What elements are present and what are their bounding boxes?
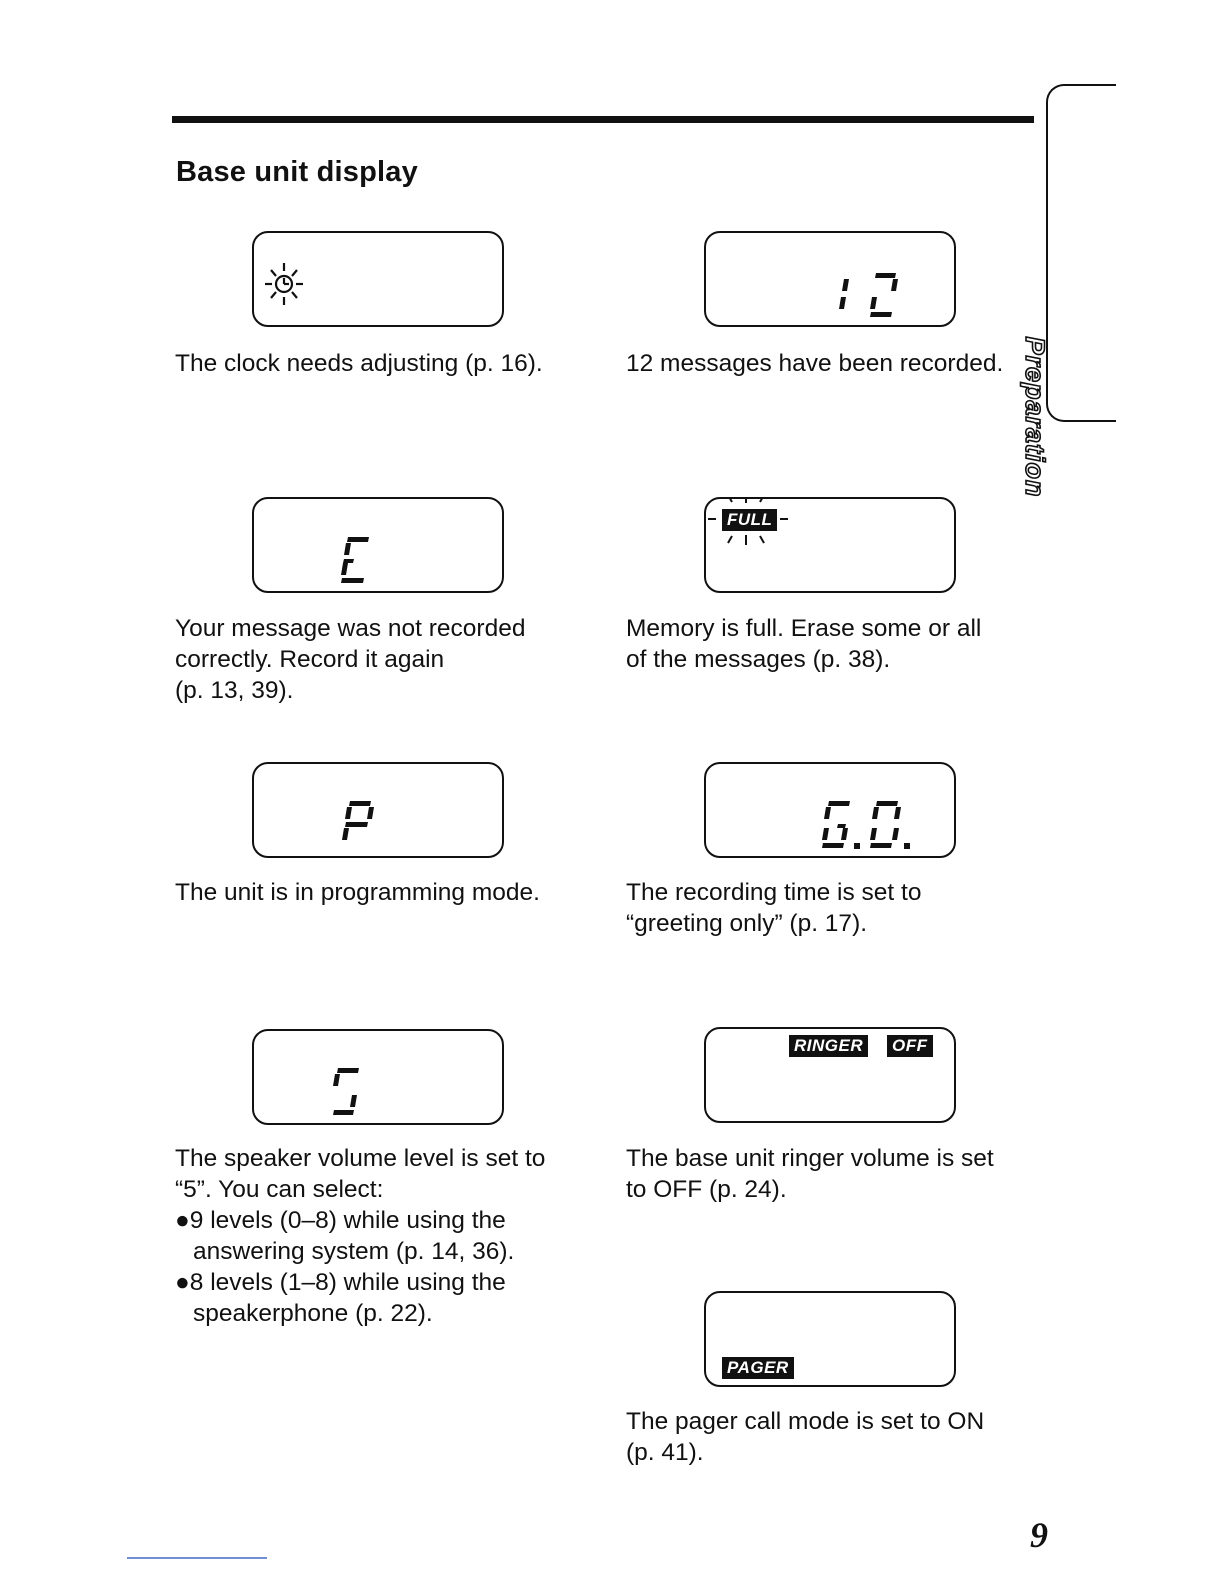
lcd-programming xyxy=(252,762,504,858)
off-badge: OFF xyxy=(887,1035,933,1057)
caption-line: Your message was not recorded xyxy=(175,615,526,642)
caption-line: (p. 41). xyxy=(626,1439,704,1466)
caption-line: (p. 13, 39). xyxy=(175,677,294,704)
caption-message-count xyxy=(626,348,1003,379)
letter-p-icon xyxy=(254,764,506,860)
top-rule xyxy=(172,116,1034,123)
caption-greeting-only xyxy=(626,877,921,939)
digits-12-icon xyxy=(706,233,958,329)
letter-e-icon xyxy=(254,499,506,595)
lcd-error xyxy=(252,497,504,593)
lcd-ringer-off xyxy=(704,1027,956,1123)
caption-error xyxy=(175,613,525,706)
caption-line: of the messages (p. 38). xyxy=(626,646,891,673)
caption-line: The speaker volume level is set to xyxy=(175,1145,546,1172)
caption-line: correctly. Record it again xyxy=(175,646,445,673)
caption-line: “5”. You can select: xyxy=(175,1176,384,1203)
page-number: 9 xyxy=(1030,1515,1048,1555)
lcd-greeting-only xyxy=(704,762,956,858)
lcd-message-count xyxy=(704,231,956,327)
lcd-memory-full xyxy=(704,497,956,593)
lcd-pager xyxy=(704,1291,956,1387)
caption-ringer-off xyxy=(626,1143,994,1205)
full-badge: FULL xyxy=(722,509,777,531)
caption-memory-full xyxy=(626,613,981,675)
digit-5-icon xyxy=(254,1031,506,1127)
caption-line: The pager call mode is set to ON xyxy=(626,1408,985,1435)
bullet-item: ●9 levels (0–8) while using the answering system (p. 14, 36). xyxy=(175,1207,515,1265)
lcd-speaker-volume xyxy=(252,1029,504,1125)
ringer-badge: RINGER xyxy=(789,1035,868,1057)
bullet-item: ●8 levels (1–8) while using the speakerphone (p. 22). xyxy=(175,1269,506,1327)
caption-clock xyxy=(175,348,543,379)
caption-line: The base unit ringer volume is set xyxy=(626,1145,994,1172)
footer-line xyxy=(127,1557,267,1559)
pager-badge: PAGER xyxy=(722,1357,794,1379)
caption-programming xyxy=(175,877,540,908)
lcd-clock xyxy=(252,231,504,327)
caption-speaker-volume xyxy=(175,1143,595,1329)
caption-line: “greeting only” (p. 17). xyxy=(626,910,868,937)
side-tab-label: Preparation xyxy=(1020,336,1050,498)
caption-line: Memory is full. Erase some or all xyxy=(626,615,982,642)
letters-go-icon xyxy=(706,764,958,860)
section-heading: Base unit display xyxy=(176,156,418,188)
caption-pager xyxy=(626,1406,984,1468)
caption-line: 12 messages have been recorded. xyxy=(626,350,1004,377)
caption-line: to OFF (p. 24). xyxy=(626,1176,787,1203)
caption-line: The clock needs adjusting (p. 16). xyxy=(175,350,543,377)
caption-line: The unit is in programming mode. xyxy=(175,879,540,906)
flashing-clock-icon xyxy=(254,233,506,329)
side-tab xyxy=(1046,84,1116,422)
caption-line: The recording time is set to xyxy=(626,879,922,906)
